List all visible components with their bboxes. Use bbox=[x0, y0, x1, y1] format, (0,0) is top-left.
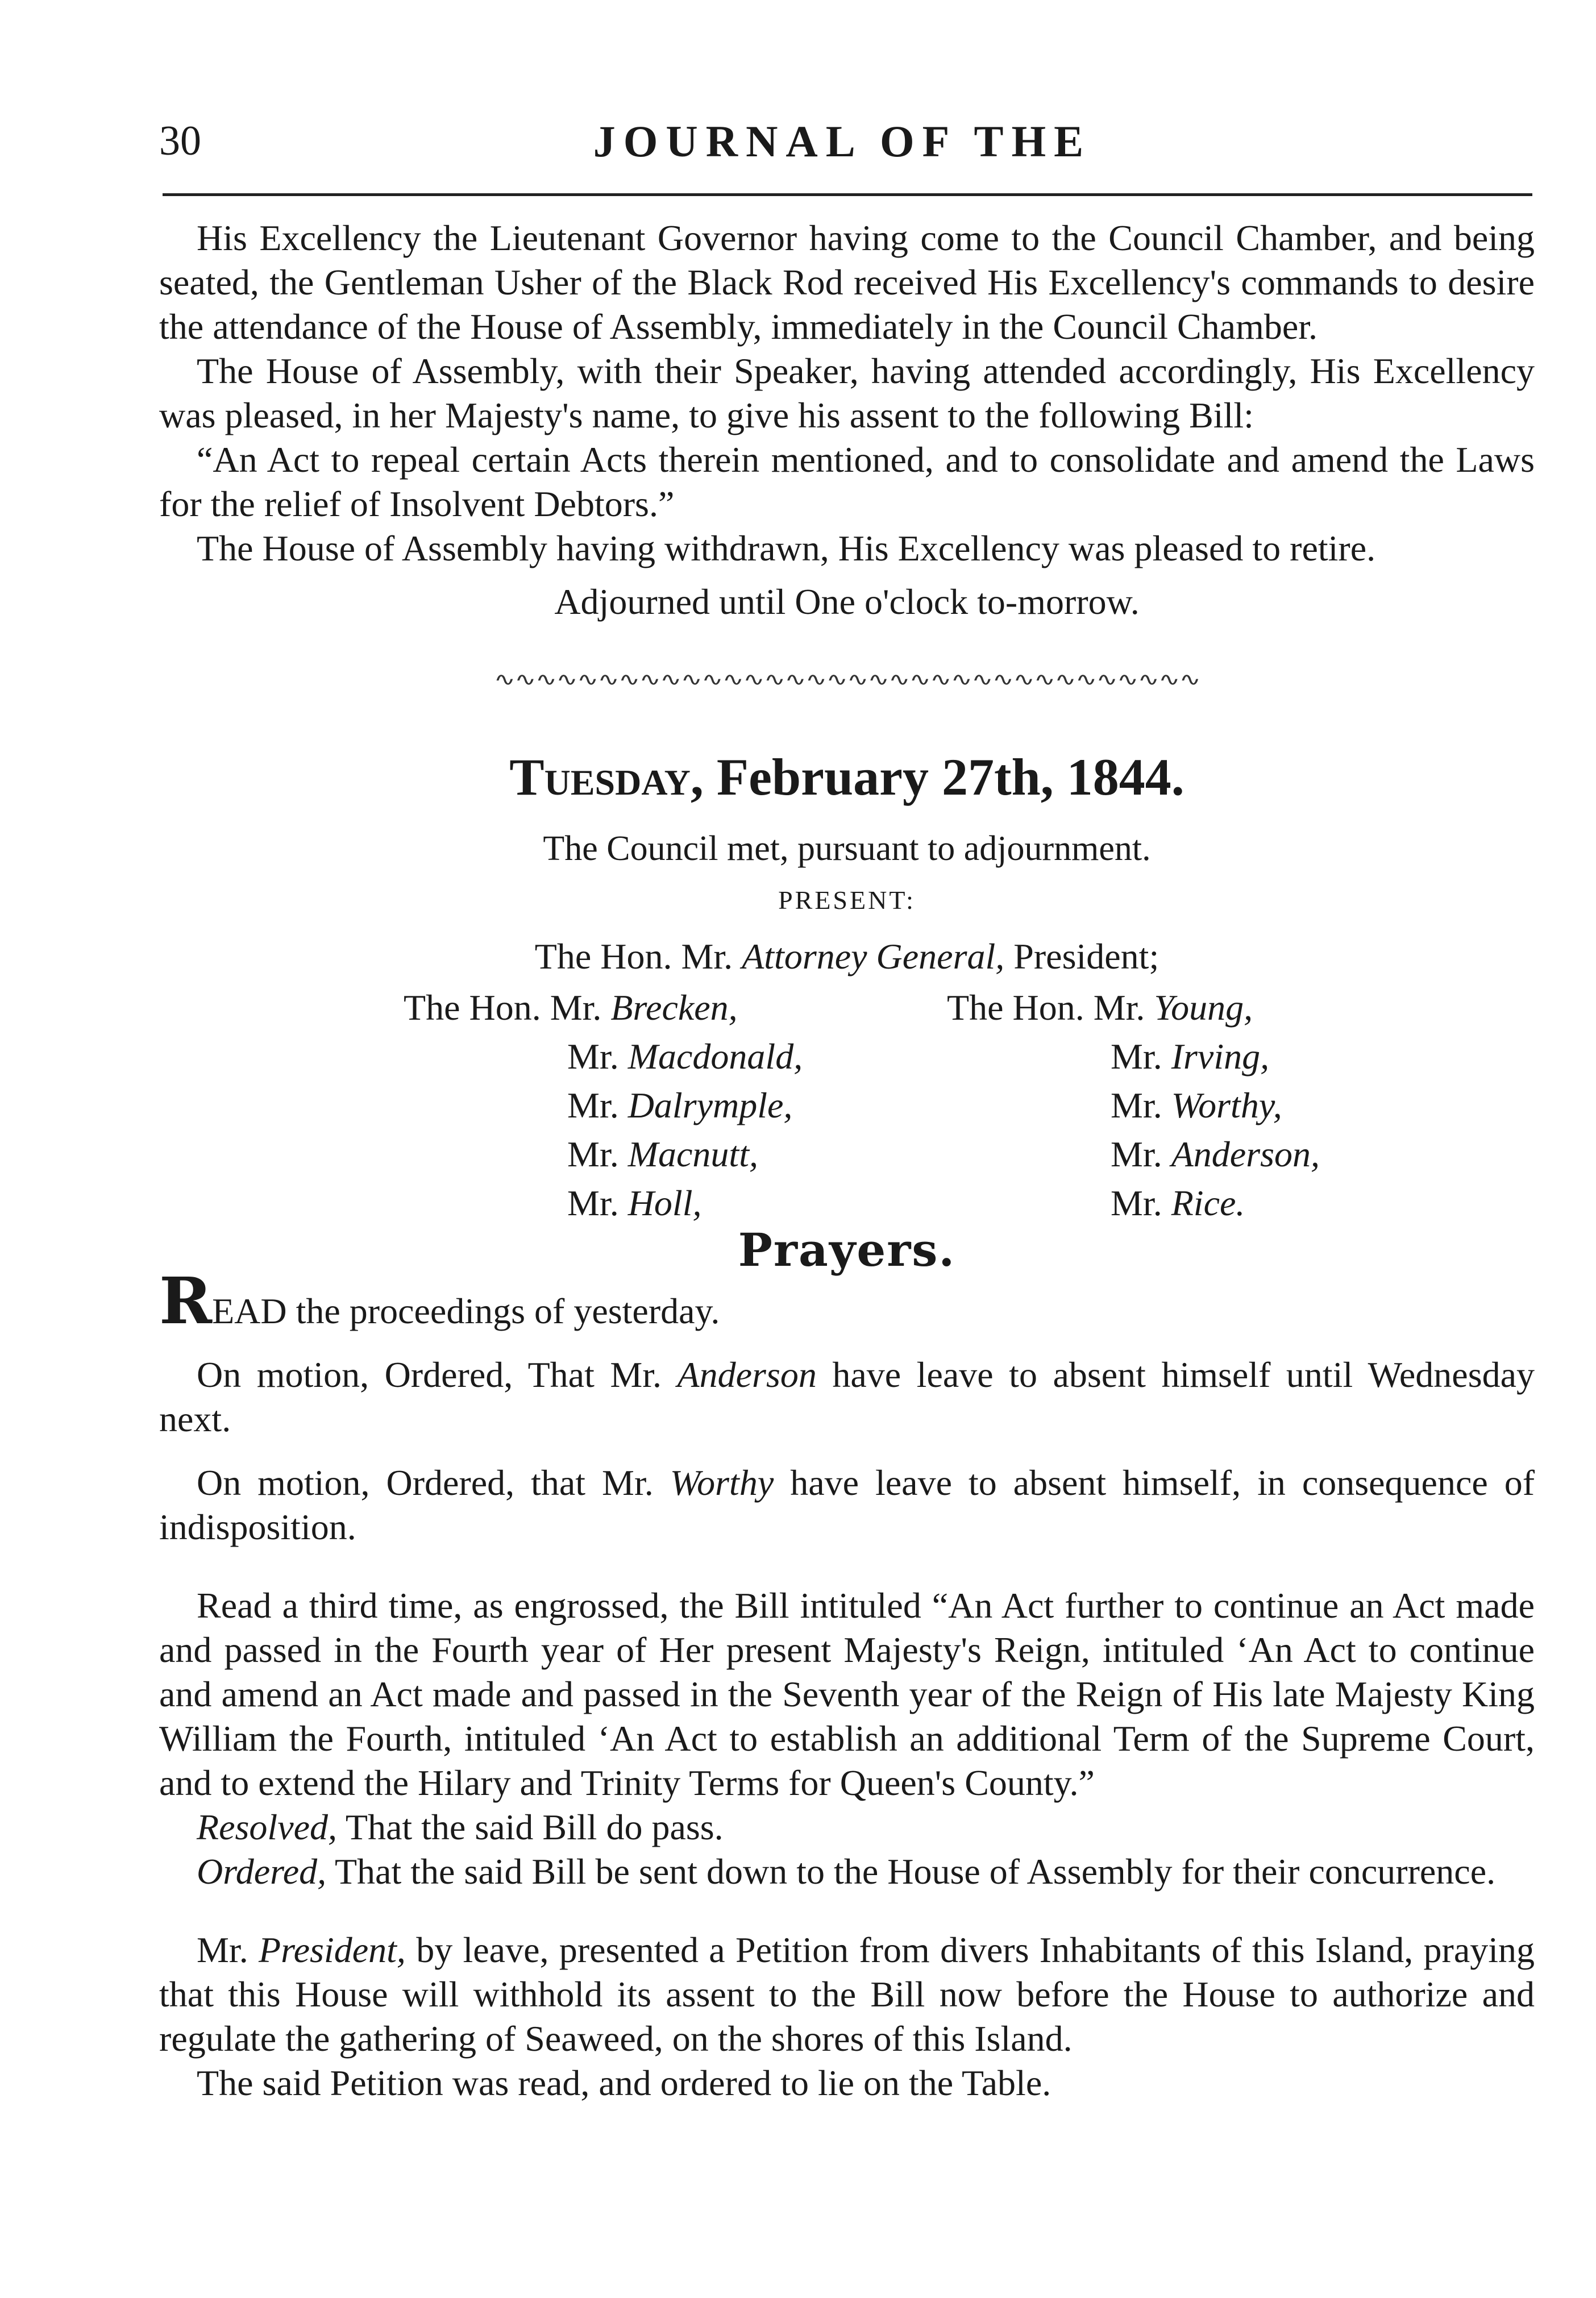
petition-paragraph bbox=[159, 1928, 1535, 2061]
motion-text: have leave to absent himself until Wednesday next. bbox=[159, 1354, 1535, 1439]
bill-third-reading: Read a third time, as engrossed, the Bill intituled “An Act further to continue an Act made and passed in the Fourth year of Her present Majesty's Reign, intituled ‘An Act to continue and amend an Act made and passed in the Seventh year of the Reign of His late Majesty King William the Fourth, intituled ‘An Act to establish an additional Term of the Supreme Court, and to extend the Hilary and Trinity Terms for Queen's County.” bbox=[159, 1585, 1535, 1803]
paragraph-governor-arrival: His Excellency the Lieutenant Governor having come to the Council Chamber, and being seated, the Gentleman Usher of the Black Rod received His Excellency's commands to desire the attendance of the House of Assembly, immediately in the Council Chamber. bbox=[159, 218, 1535, 347]
member-entry bbox=[947, 1130, 1320, 1179]
member-name: Holl, bbox=[627, 1183, 702, 1223]
members-present bbox=[159, 983, 1535, 1233]
member-name: Anderson, bbox=[1171, 1134, 1320, 1174]
member-prefix: Mr. bbox=[567, 1085, 619, 1125]
ornamental-divider: ∿∿∿∿∿∿∿∿∿∿∿∿∿∿∿∿∿∿∿∿∿∿∿∿∿∿∿∿∿∿∿∿∿∿ bbox=[493, 669, 1200, 690]
member-prefix: The Hon. Mr. bbox=[947, 987, 1145, 1028]
order bbox=[159, 1850, 1535, 1894]
member-entry bbox=[404, 983, 803, 1032]
date: February 27th, 1844. bbox=[716, 748, 1184, 806]
member-prefix: The Hon. Mr. bbox=[404, 987, 602, 1028]
member-entry bbox=[404, 1032, 803, 1081]
page-header bbox=[159, 111, 1526, 180]
member-prefix: Mr. bbox=[567, 1183, 619, 1223]
member-prefix: Mr. bbox=[1111, 1036, 1162, 1077]
member-entry bbox=[947, 1032, 1320, 1081]
paragraph-assembly-withdrawn: The House of Assembly having withdrawn, His Excellency was pleased to retire. bbox=[197, 528, 1376, 568]
adjournment-line: Adjourned until One o'clock to-morrow. bbox=[554, 581, 1140, 622]
member-prefix: Mr. bbox=[1111, 1134, 1162, 1174]
motion-text: On motion, Ordered, that Mr. bbox=[197, 1462, 654, 1503]
member-name: President, bbox=[258, 1930, 406, 1970]
member-name: Dalrymple, bbox=[627, 1085, 793, 1125]
running-head: JOURNAL OF THE bbox=[593, 117, 1092, 166]
member-prefix: Mr. bbox=[567, 1134, 619, 1174]
member-name: Anderson bbox=[677, 1354, 817, 1395]
member-entry bbox=[404, 1081, 803, 1130]
paragraph-bill-title: “An Act to repeal certain Acts therein mentioned, and to consolidate and amend the Laws for the relief of Insolvent Debtors.” bbox=[159, 439, 1535, 524]
member-name: Young, bbox=[1154, 987, 1253, 1028]
prayers-heading: Prayers. bbox=[738, 1223, 956, 1277]
president-name: Attorney General, bbox=[742, 936, 1005, 976]
member-name: Rice. bbox=[1171, 1183, 1245, 1223]
president-line bbox=[159, 936, 1535, 978]
weekday: Tuesday, bbox=[509, 748, 704, 806]
member-entry bbox=[947, 983, 1320, 1032]
member-name: Macnutt, bbox=[627, 1134, 758, 1174]
council-met-line: The Council met, pursuant to adjournment. bbox=[543, 829, 1151, 868]
motion-text: On motion, Ordered, That Mr. bbox=[197, 1354, 662, 1395]
member-entry bbox=[404, 1179, 803, 1228]
member-entry bbox=[404, 1130, 803, 1179]
members-right-column bbox=[947, 983, 1320, 1228]
read-word: EAD bbox=[212, 1291, 287, 1331]
member-name: Worthy, bbox=[1171, 1085, 1282, 1125]
motion-anderson bbox=[159, 1353, 1535, 1441]
member-prefix: Mr. bbox=[1111, 1085, 1162, 1125]
drop-cap: R bbox=[159, 1264, 213, 1339]
ordered-label: Ordered, bbox=[197, 1851, 327, 1892]
member-name: Macdonald, bbox=[627, 1036, 803, 1077]
read-tail: the proceedings of yesterday. bbox=[296, 1291, 720, 1331]
read-proceedings-line bbox=[159, 1264, 1535, 1339]
member-prefix: Mr. bbox=[1111, 1183, 1162, 1223]
petition-text: Mr. bbox=[197, 1930, 248, 1970]
members-left-column bbox=[404, 983, 803, 1228]
member-name: Irving, bbox=[1171, 1036, 1270, 1077]
page-number: 30 bbox=[159, 118, 201, 164]
petition-read: The said Petition was read, and ordered to lie on the Table. bbox=[197, 2063, 1051, 2103]
day-heading bbox=[159, 746, 1535, 808]
ordered-text: That the said Bill be sent down to the House of Assembly for their concurrence. bbox=[334, 1851, 1496, 1892]
member-name: Brecken, bbox=[610, 987, 738, 1028]
member-entry bbox=[947, 1179, 1320, 1228]
paragraph-assembly-attended: The House of Assembly, with their Speaker, having attended accordingly, His Excellency was pleased, in her Majesty's name, to give his assent to the following Bill: bbox=[159, 351, 1535, 435]
page-body bbox=[159, 216, 1535, 2105]
member-entry bbox=[947, 1081, 1320, 1130]
president-prefix: The Hon. Mr. bbox=[534, 936, 733, 976]
present-label: PRESENT: bbox=[778, 886, 916, 915]
motion-text: have leave to absent himself, in consequence of indisposition. bbox=[159, 1462, 1535, 1547]
member-name: Worthy bbox=[670, 1462, 774, 1503]
petition-text: by leave, presented a Petition from divers Inhabitants of this Island, praying that this House will withhold its assent to the Bill now before the House to authorize and regulate the gathering of Seaweed, on the shores of this Island. bbox=[159, 1930, 1535, 2059]
member-prefix: Mr. bbox=[567, 1036, 619, 1077]
resolution bbox=[159, 1805, 1535, 1850]
header-rule bbox=[163, 193, 1532, 196]
president-suffix: President; bbox=[1013, 936, 1159, 976]
resolved-text: That the said Bill do pass. bbox=[345, 1807, 724, 1847]
motion-worthy bbox=[159, 1461, 1535, 1549]
resolved-label: Resolved, bbox=[197, 1807, 337, 1847]
